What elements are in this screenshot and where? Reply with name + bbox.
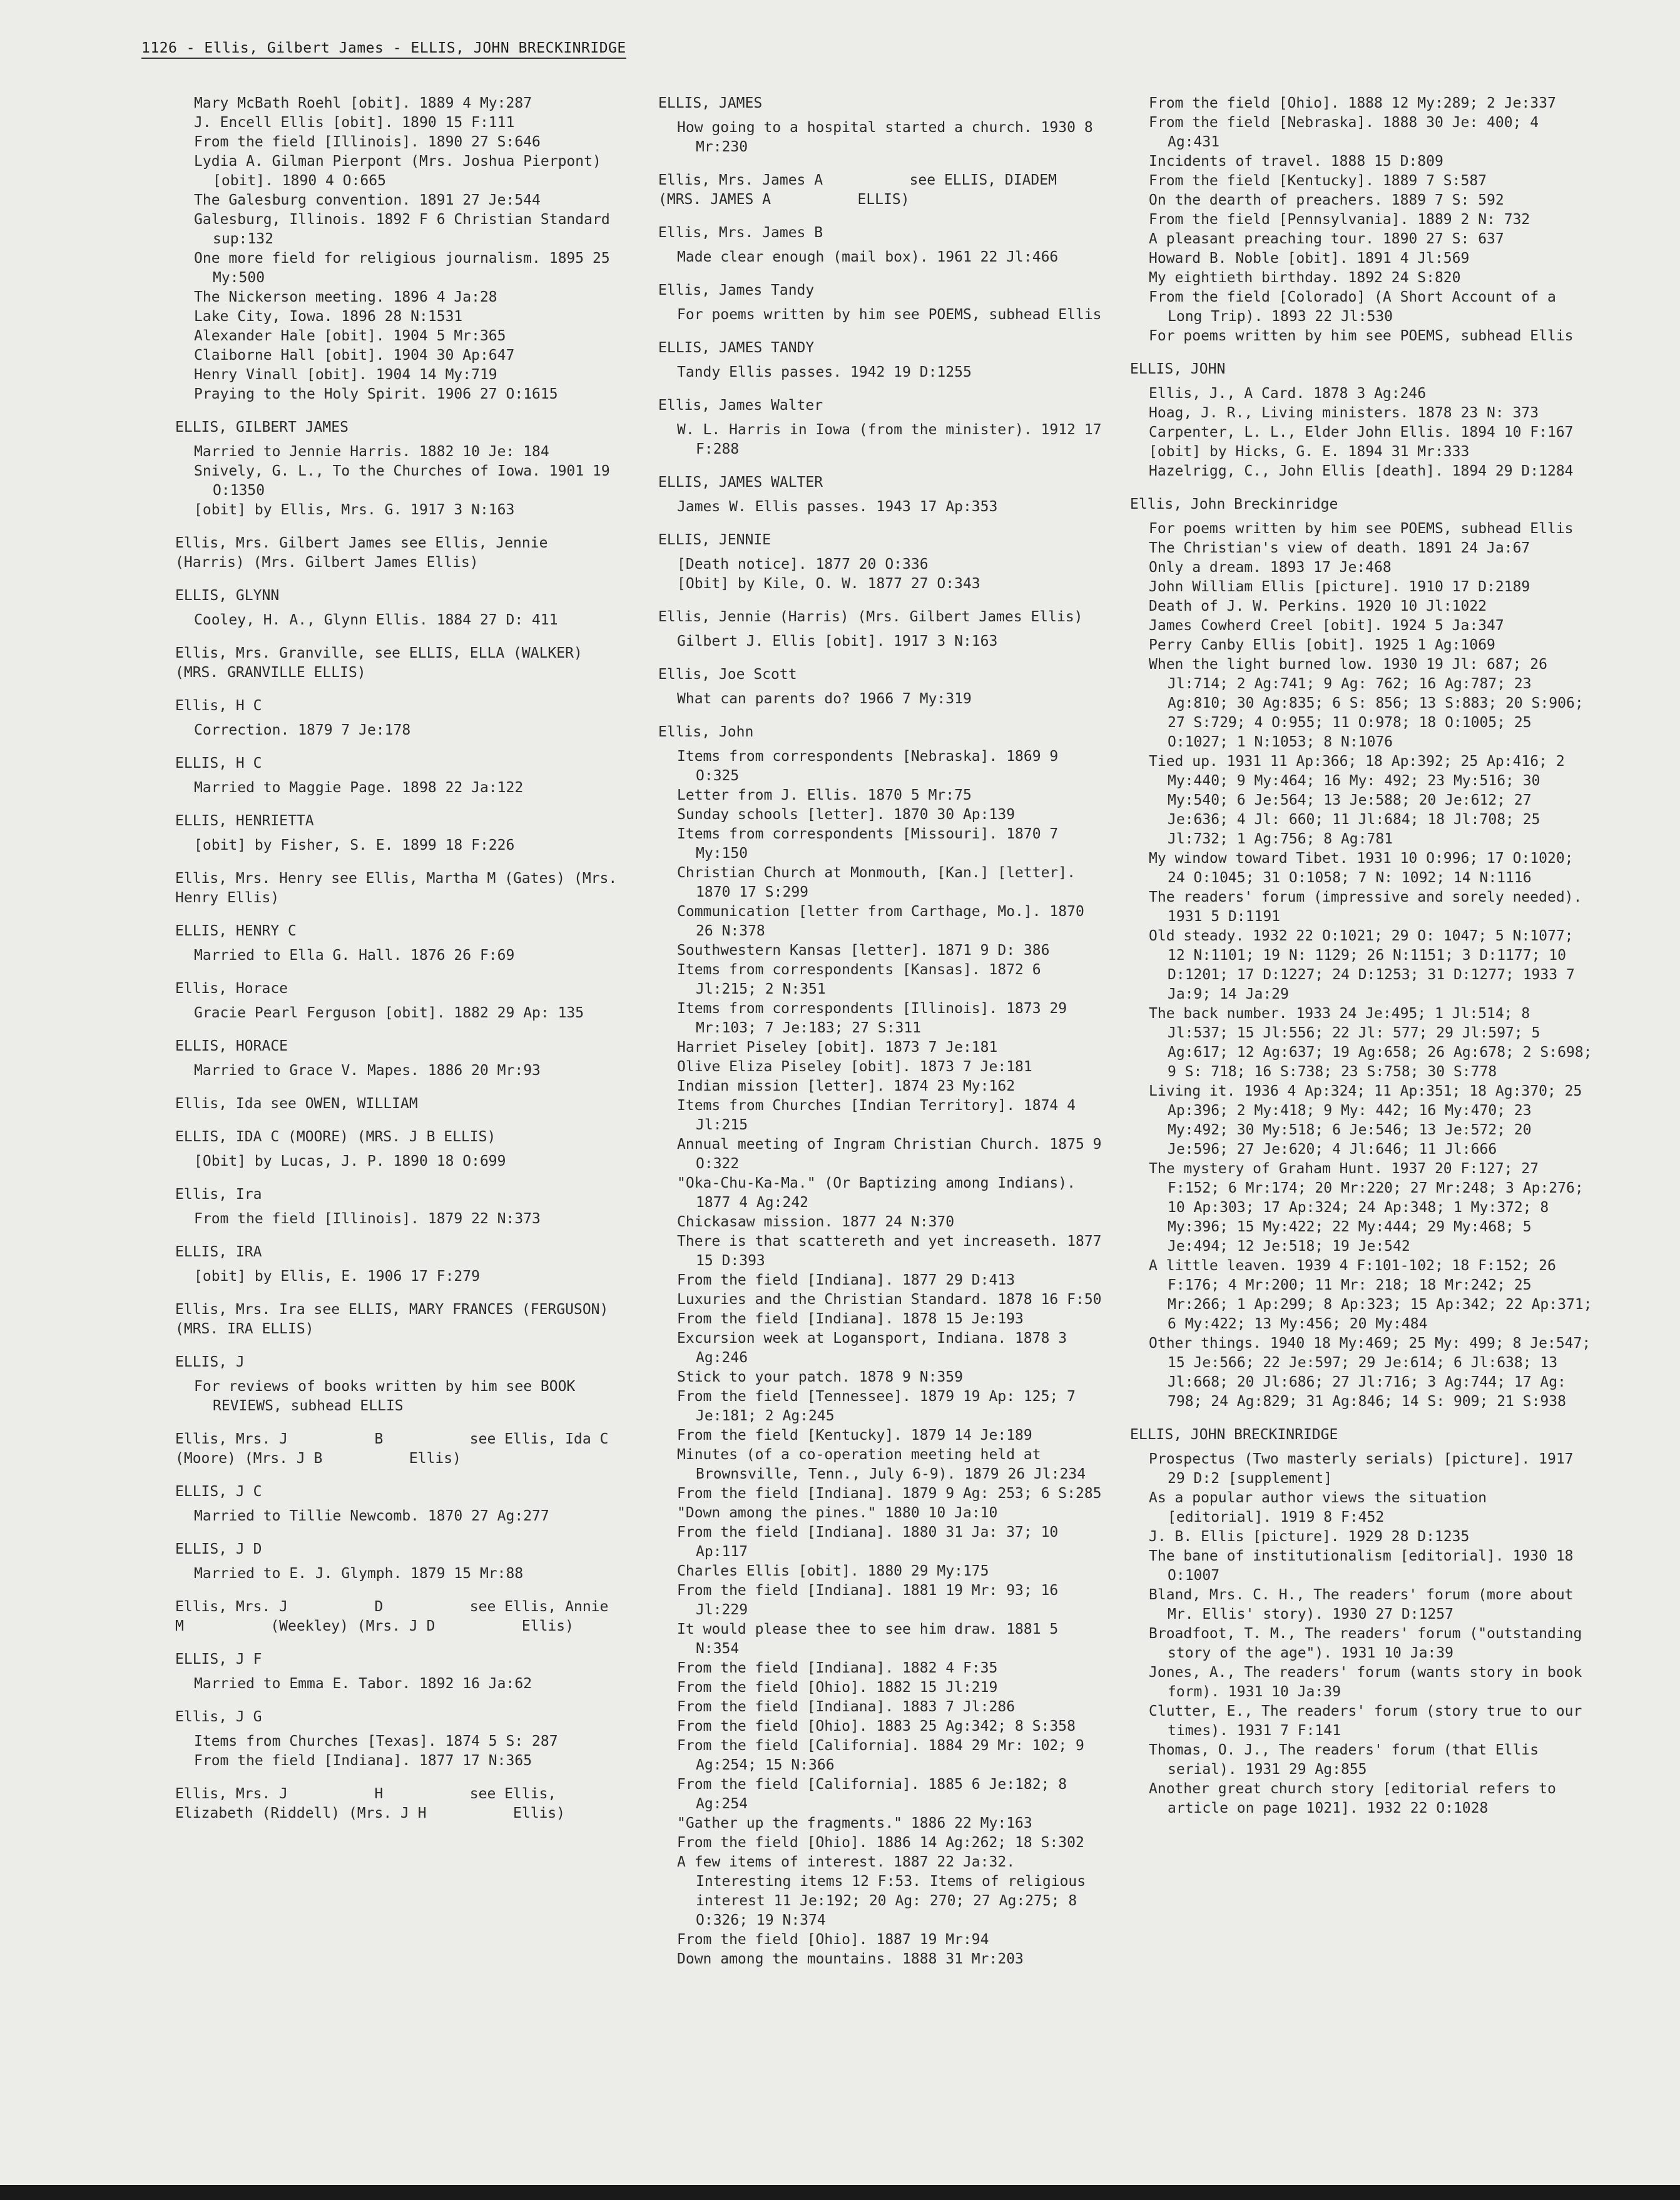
index-entry: The mystery of Graham Hunt. 1937 20 F:127; 27 F:152; 6 Mr:174; 20 Mr:220; 27 Mr:248; 3 Ap:276; 10 Ap:303; 17 Ap:324; 24 Ap:348; 1 My:372; 8 My:396; 15 My:422; 22 My:444; 29 My:468; 5 Je:494; 12 Je:518; 19 Je:542 (1149, 1161, 1592, 1255)
index-entry: Bland, Mrs. C. H., The readers' forum (more about Mr. Ellis' story). 1930 27 D:1257 (1149, 1587, 1582, 1622)
index-entry: [Obit] by Kile, O. W. 1877 27 O:343 (677, 576, 980, 592)
index-entry: Married to Grace V. Mapes. 1886 20 Mr:93 (194, 1062, 541, 1079)
index-entry: From the field [Indiana]. 1877 17 N:365 (194, 1753, 532, 1769)
cross-reference: Ellis, Mrs. J D see Ellis, Annie M (Weekley) (Mrs. J D Ellis) (175, 1599, 618, 1634)
index-entry: Items from correspondents [Nebraska]. 1869 9 O:325 (677, 748, 1067, 784)
index-entry: Minutes (of a co-operation meeting held at Brownsville, Tenn., July 6-9). 1879 26 Jl:234 (677, 1447, 1086, 1482)
index-entry: Southwestern Kansas [letter]. 1871 9 D: 386 (677, 942, 1050, 959)
index-entry: On the dearth of preachers. 1889 7 S: 592 (1149, 192, 1504, 208)
index-entry: Stick to your patch. 1878 9 N:359 (677, 1369, 963, 1385)
index-heading: ELLIS, HENRIETTA (175, 813, 314, 829)
index-entry: It would please thee to see him draw. 1881 5 N:354 (677, 1621, 1067, 1657)
index-entry: From the field [Indiana]. 1879 9 Ag: 253; 6 S:285 (677, 1485, 1102, 1502)
index-entry: Married to Jennie Harris. 1882 10 Je: 184 (194, 444, 549, 460)
index-entry: Hoag, J. R., Living ministers. 1878 23 N: 373 (1149, 405, 1539, 421)
index-heading: Ellis, James Walter (658, 397, 823, 414)
index-heading: ELLIS, JAMES TANDY (658, 340, 815, 356)
index-heading: ELLIS, GLYNN (175, 588, 280, 604)
index-column-1 (175, 94, 695, 1828)
index-entry: Items from correspondents [Kansas]. 1872 6 Jl:215; 2 N:351 (677, 962, 1050, 997)
index-entry: One more field for religious journalism. 1895 25 My:500 (194, 250, 619, 286)
index-entry: From the field [Ohio]. 1887 19 Mr:94 (677, 1932, 989, 1948)
index-entry: Snively, G. L., To the Churches of Iowa. 1901 19 O:1350 (194, 463, 619, 499)
index-entry: "Down among the pines." 1880 10 Ja:10 (677, 1505, 998, 1521)
index-entry: Broadfoot, T. M., The readers' forum ("outstanding story of the age"). 1931 10 Ja:39 (1149, 1626, 1591, 1661)
index-entry: Prospectus (Two masterly serials) [picture]. 1917 29 D:2 [supplement] (1149, 1451, 1582, 1487)
index-entry: A few items of interest. 1887 22 Ja:32. Interesting items 12 F:53. Items of religious interest 11 Je:192; 20 Ag: 270; 27 Ag:275; 8 O:326; 19 N:374 (677, 1854, 1094, 1928)
index-heading: Ellis, Ida see OWEN, WILLIAM (175, 1096, 418, 1112)
index-entry: The back number. 1933 24 Je:495; 1 Jl:514; 8 Jl:537; 15 Jl:556; 22 Jl: 577; 29 Jl:597; 5 Ag:617; 12 Ag:637; 19 Ag:658; 26 Ag:678; 2 S:698; 9 S: 718; 16 S:738; 23 S:758; 30 S:778 (1149, 1006, 1601, 1080)
index-entry: Sunday schools [letter]. 1870 30 Ap:139 (677, 807, 1016, 823)
index-entry: Another great church story [editorial refers to article on page 1021]. 1932 22 O:1028 (1149, 1781, 1565, 1816)
index-entry: What can parents do? 1966 7 My:319 (677, 691, 972, 707)
index-entry: Made clear enough (mail box). 1961 22 Jl:466 (677, 249, 1059, 265)
index-heading: Ellis, Mrs. James B (658, 225, 823, 241)
index-heading: ELLIS, HORACE (175, 1038, 288, 1054)
index-entry: Other things. 1940 18 My:469; 25 My: 499; 8 Je:547; 15 Je:566; 22 Je:597; 29 Je:614; 6 Jl:638; 13 Jl:668; 20 Jl:686; 27 Jl:716; 3 Ag:744; 17 Ag: 798; 24 Ag:829; 31 Ag:846; 14 S: 909; 21 S:938 (1149, 1335, 1600, 1410)
index-heading: Ellis, John Breckinridge (1130, 496, 1338, 512)
index-entry: Incidents of travel. 1888 15 D:809 (1149, 153, 1443, 170)
cross-reference: Ellis, Mrs. J B see Ellis, Ida C (Moore) (Mrs. J B Ellis) (175, 1431, 695, 1467)
index-entry: [obit] by Ellis, E. 1906 17 F:279 (194, 1268, 480, 1285)
index-entry: Only a dream. 1893 17 Je:468 (1149, 559, 1392, 576)
index-entry: Praying to the Holy Spirit. 1906 27 O:1615 (194, 386, 558, 402)
index-entry: Communication [letter from Carthage, Mo.]. 1870 26 N:378 (677, 904, 1093, 939)
index-entry: From the field [California]. 1885 6 Je:182; 8 Ag:254 (677, 1776, 1076, 1812)
index-entry: [obit] by Ellis, Mrs. G. 1917 3 N:163 (194, 502, 515, 518)
index-entry: Letter from J. Ellis. 1870 5 Mr:75 (677, 787, 972, 803)
index-entry: My window toward Tibet. 1931 10 O:996; 17 O:1020; 24 O:1045; 31 O:1058; 7 N: 1092; 14 N:1116 (1149, 850, 1582, 886)
index-entry: J. Encell Ellis [obit]. 1890 15 F:111 (194, 115, 515, 131)
index-entry: Tied up. 1931 11 Ap:366; 18 Ap:392; 25 Ap:416; 2 My:440; 9 My:464; 16 My: 492; 23 My:516; 30 My:540; 6 Je:564; 13 Je:588; 20 Je:612; 27 Je:636; 4 Jl: 660; 11 Jl:684; 18 Jl:708; 25 Jl:732; 1 Ag:756; 8 Ag:781 (1149, 753, 1574, 847)
index-entry: Married to Maggie Page. 1898 22 Ja:122 (194, 780, 524, 796)
index-entry: From the field [Ohio]. 1886 14 Ag:262; 18 S:302 (677, 1835, 1084, 1851)
index-entry: Jones, A., The readers' forum (wants story in book form). 1931 10 Ja:39 (1149, 1664, 1591, 1700)
index-entry: Henry Vinall [obit]. 1904 14 My:719 (194, 367, 497, 383)
index-entry: From the field [Illinois]. 1879 22 N:373 (194, 1211, 541, 1227)
index-heading: ELLIS, J (175, 1354, 245, 1370)
index-entry: From the field [Ohio]. 1882 15 Jl:219 (677, 1679, 998, 1696)
index-entry: Claiborne Hall [obit]. 1904 30 Ap:647 (194, 347, 515, 364)
index-entry: The readers' forum (impressive and sorely needed). 1931 5 D:1191 (1149, 889, 1591, 925)
index-entry: From the field [Indiana]. 1881 19 Mr: 93; 16 Jl:229 (677, 1582, 1067, 1618)
index-entry: Annual meeting of Ingram Christian Church. 1875 9 O:322 (677, 1136, 1111, 1172)
index-entry: Ellis, J., A Card. 1878 3 Ag:246 (1149, 385, 1427, 402)
index-entry: For reviews of books written by him see BOOK REVIEWS, subhead ELLIS (194, 1378, 584, 1414)
index-heading: Ellis, Horace (175, 980, 288, 997)
cross-reference: Ellis, Mrs. Henry see Ellis, Martha M (Gates) (Mrs. Henry Ellis) (175, 870, 626, 906)
index-entry: Thomas, O. J., The readers' forum (that Ellis serial). 1931 29 Ag:855 (1149, 1742, 1547, 1778)
index-heading: ELLIS, JENNIE (658, 532, 771, 548)
index-entry: Olive Eliza Piseley [obit]. 1873 7 Je:181 (677, 1059, 1032, 1075)
index-entry: Items from correspondents [Illinois]. 1873 29 Mr:103; 7 Je:183; 27 S:311 (677, 1001, 1076, 1036)
index-entry: Correction. 1879 7 Je:178 (194, 722, 411, 738)
index-entry: Howard B. Noble [obit]. 1891 4 Jl:569 (1149, 250, 1470, 267)
index-entry: Luxuries and the Christian Standard. 1878 16 F:50 (677, 1291, 1102, 1308)
index-heading: Ellis, H C (175, 698, 262, 714)
index-entry: There is that scattereth and yet increaseth. 1877 15 D:393 (677, 1233, 1111, 1269)
index-entry: Living it. 1936 4 Ap:324; 11 Ap:351; 18 Ag:370; 25 Ap:396; 2 My:418; 9 My: 442; 16 My:470; 23 My:492; 30 My:518; 6 Je:546; 13 Je:572; 20 Je:596; 27 Je:620; 4 Jl:646; 11 Jl:666 (1149, 1083, 1591, 1158)
index-entry: Married to E. J. Glymph. 1879 15 Mr:88 (194, 1566, 524, 1582)
index-heading: ELLIS, J F (175, 1651, 262, 1668)
index-entry: Cooley, H. A., Glynn Ellis. 1884 27 D: 411 (194, 612, 558, 628)
cross-reference: Ellis, Mrs. Ira see ELLIS, MARY FRANCES (FERGUSON) (MRS. IRA ELLIS) (175, 1301, 618, 1337)
index-entry: From the field [Indiana]. 1880 31 Ja: 37; 10 Ap:117 (677, 1524, 1067, 1560)
index-entry: My eightieth birthday. 1892 24 S:820 (1149, 270, 1461, 286)
index-entry: From the field [Indiana]. 1883 7 Jl:286 (677, 1699, 1016, 1715)
index-entry: Items from Churches [Texas]. 1874 5 S: 287 (194, 1733, 558, 1749)
index-heading: Ellis, Joe Scott (658, 666, 797, 683)
index-entry: As a popular author views the situation [editorial]. 1919 8 F:452 (1149, 1490, 1495, 1525)
index-entry: Gilbert J. Ellis [obit]. 1917 3 N:163 (677, 633, 998, 649)
index-entry: From the field [Colorado] (A Short Account of a Long Trip). 1893 22 Jl:530 (1149, 289, 1565, 325)
index-entry: John William Ellis [picture]. 1910 17 D:2189 (1149, 579, 1530, 595)
index-column-3 (1130, 94, 1601, 1818)
index-entry: The bane of institutionalism [editorial]. 1930 18 O:1007 (1149, 1548, 1582, 1584)
scan-edge (0, 2185, 1680, 2200)
index-entry: Married to Tillie Newcomb. 1870 27 Ag:277 (194, 1508, 549, 1524)
index-entry: Galesburg, Illinois. 1892 F 6 Christian Standard sup:132 (194, 211, 619, 247)
index-entry: From the field [Illinois]. 1890 27 S:646 (194, 134, 541, 150)
index-entry: The Christian's view of death. 1891 24 Ja:67 (1149, 540, 1530, 556)
index-heading: Ellis, Ira (175, 1186, 262, 1203)
index-entry: Alexander Hale [obit]. 1904 5 Mr:365 (194, 328, 506, 344)
index-heading: ELLIS, HENRY C (175, 923, 297, 939)
index-entry: The Galesburg convention. 1891 27 Je:544 (194, 192, 541, 208)
index-entry: Harriet Piseley [obit]. 1873 7 Je:181 (677, 1039, 998, 1056)
index-entry: Items from correspondents [Missouri]. 1870 7 My:150 (677, 826, 1067, 862)
index-entry: From the field [Indiana]. 1877 29 D:413 (677, 1272, 1016, 1288)
index-entry: Gracie Pearl Ferguson [obit]. 1882 29 Ap: 135 (194, 1005, 584, 1021)
index-entry: "Gather up the fragments." 1886 22 My:163 (677, 1815, 1032, 1831)
index-entry: Old steady. 1932 22 O:1021; 29 O: 1047; 5 N:1077; 12 N:1101; 19 N: 1129; 26 N:1151; 3 D:1177; 10 D:1201; 17 D:1227; 24 D:1253; 31 D:1277; 1933 7 Ja:9; 14 Ja:29 (1149, 928, 1584, 1002)
index-entry: Christian Church at Monmouth, [Kan.] [letter]. 1870 17 S:299 (677, 865, 1084, 900)
index-entry: For poems written by him see POEMS, subhead Ellis (1149, 328, 1574, 344)
index-heading: ELLIS, JAMES WALTER (658, 474, 823, 491)
index-entry: From the field [Ohio]. 1883 25 Ag:342; 8 S:358 (677, 1718, 1076, 1734)
cross-reference: Ellis, Mrs. Granville, see ELLIS, ELLA (WALKER) (MRS. GRANVILLE ELLIS) (175, 645, 591, 681)
page-header: 1126 - Ellis, Gilbert James - ELLIS, JOHN BRECKINRIDGE (141, 40, 626, 59)
index-entry: From the field [Indiana]. 1882 4 F:35 (677, 1660, 998, 1676)
index-entry: Tandy Ellis passes. 1942 19 D:1255 (677, 364, 972, 380)
index-entry: From the field [California]. 1884 29 Mr: 102; 9 Ag:254; 15 N:366 (677, 1738, 1093, 1773)
index-entry: "Oka-Chu-Ka-Ma." (Or Baptizing among Indians). 1877 4 Ag:242 (677, 1175, 1084, 1211)
cross-reference: Ellis, Mrs. J H see Ellis, Elizabeth (Riddell) (Mrs. J H Ellis) (175, 1786, 566, 1821)
index-entry: A little leaven. 1939 4 F:101-102; 18 F:152; 26 F:176; 4 Mr:200; 11 Mr: 218; 18 Mr:242; 25 Mr:266; 1 Ap:299; 8 Ap:323; 15 Ap:342; 22 Ap:371; 6 My:422; 13 My:456; 20 My:484 (1149, 1258, 1601, 1332)
index-entry: When the light burned low. 1930 19 Jl: 687; 26 Jl:714; 2 Ag:741; 9 Ag: 762; 16 Ag:787; 23 Ag:810; 30 Ag:835; 6 S: 856; 13 S:883; 20 S:906; 27 S:729; 4 O:955; 11 O:978; 18 O:1005; 25 O:1027; 1 N:1053; 8 N:1076 (1149, 656, 1592, 750)
index-entry: The Nickerson meeting. 1896 4 Ja:28 (194, 289, 497, 305)
index-entry: Lydia A. Gilman Pierpont (Mrs. Joshua Pierpont) [obit]. 1890 4 O:665 (194, 153, 610, 189)
index-entry: James Cowherd Creel [obit]. 1924 5 Ja:347 (1149, 618, 1504, 634)
index-heading: ELLIS, GILBERT JAMES (175, 419, 349, 435)
index-entry: From the field [Tennessee]. 1879 19 Ap: 125; 7 Je:181; 2 Ag:245 (677, 1388, 1084, 1424)
index-heading: ELLIS, IDA C (MOORE) (MRS. J B ELLIS) (175, 1129, 496, 1145)
index-entry: Indian mission [letter]. 1874 23 My:162 (677, 1078, 1016, 1094)
index-entry: From the field [Indiana]. 1878 15 Je:193 (677, 1311, 1024, 1327)
index-entry: Perry Canby Ellis [obit]. 1925 1 Ag:1069 (1149, 637, 1495, 653)
index-heading: Ellis, J G (175, 1709, 262, 1725)
index-heading: ELLIS, J D (175, 1541, 262, 1557)
index-entry: Married to Ella G. Hall. 1876 26 F:69 (194, 947, 515, 964)
index-heading: Ellis, James Tandy (658, 282, 815, 298)
index-heading: ELLIS, JAMES (658, 95, 763, 111)
index-entry: How going to a hospital started a church. 1930 8 Mr:230 (677, 120, 1102, 155)
index-entry: Carpenter, L. L., Elder John Ellis. 1894 10 F:167 (1149, 424, 1574, 441)
cross-reference: Ellis, Mrs. Gilbert James see Ellis, Jennie (Harris) (Mrs. Gilbert James Ellis) (175, 535, 557, 571)
index-entry: From the field [Nebraska]. 1888 30 Je: 400; 4 Ag:431 (1149, 115, 1547, 150)
index-entry: From the field [Pennsylvania]. 1889 2 N: 732 (1149, 211, 1530, 228)
index-entry: From the field [Kentucky]. 1889 7 S:587 (1149, 173, 1487, 189)
index-entry: From the field [Kentucky]. 1879 14 Je:189 (677, 1427, 1032, 1444)
index-entry: Charles Ellis [obit]. 1880 29 My:175 (677, 1563, 989, 1579)
index-entry: Clutter, E., The readers' forum (story true to our times). 1931 7 F:141 (1149, 1703, 1591, 1739)
index-entry: Excursion week at Logansport, Indiana. 1878 3 Ag:246 (677, 1330, 1076, 1366)
index-heading: Ellis, John (658, 724, 754, 740)
index-entry: Hazelrigg, C., John Ellis [death]. 1894 29 D:1284 (1149, 463, 1574, 479)
index-entry: For poems written by him see POEMS, subhead Ellis (1149, 521, 1574, 537)
index-heading: ELLIS, IRA (175, 1244, 262, 1260)
index-entry: J. B. Ellis [picture]. 1929 28 D:1235 (1149, 1529, 1470, 1545)
index-heading: ELLIS, JOHN BRECKINRIDGE (1130, 1427, 1338, 1443)
index-entry: James W. Ellis passes. 1943 17 Ap:353 (677, 499, 998, 515)
index-entry: [Obit] by Lucas, J. P. 1890 18 O:699 (194, 1153, 506, 1169)
index-entry: [obit] by Hicks, G. E. 1894 31 Mr:333 (1149, 444, 1470, 460)
index-entry: Items from Churches [Indian Territory]. 1874 4 Jl:215 (677, 1097, 1084, 1133)
index-heading: Ellis, Jennie (Harris) (Mrs. Gilbert James Ellis) (658, 609, 1083, 625)
index-entry: Lake City, Iowa. 1896 28 N:1531 (194, 308, 463, 325)
index-entry: W. L. Harris in Iowa (from the minister). 1912 17 F:288 (677, 422, 1111, 457)
index-entry: Death of J. W. Perkins. 1920 10 Jl:1022 (1149, 598, 1487, 614)
index-entry: For poems written by him see POEMS, subhead Ellis (677, 307, 1102, 323)
index-entry: [obit] by Fisher, S. E. 1899 18 F:226 (194, 837, 515, 853)
index-heading: ELLIS, J C (175, 1484, 262, 1500)
index-entry: Married to Emma E. Tabor. 1892 16 Ja:62 (194, 1676, 532, 1692)
index-column-2 (658, 94, 1109, 1969)
index-entry: Mary McBath Roehl [obit]. 1889 4 My:287 (194, 95, 532, 111)
index-heading: ELLIS, H C (175, 755, 262, 772)
index-entry: From the field [Ohio]. 1888 12 My:289; 2 Je:337 (1149, 95, 1556, 111)
cross-reference: Ellis, Mrs. James A see ELLIS, DIADEM (MRS. JAMES A ELLIS) (658, 172, 1066, 208)
index-entry: A pleasant preaching tour. 1890 27 S: 637 (1149, 231, 1504, 247)
index-entry: [Death notice]. 1877 20 O:336 (677, 556, 929, 573)
index-entry: Down among the mountains. 1888 31 Mr:203 (677, 1951, 1024, 1967)
index-heading: ELLIS, JOHN (1130, 361, 1226, 377)
index-entry: Chickasaw mission. 1877 24 N:370 (677, 1214, 955, 1230)
